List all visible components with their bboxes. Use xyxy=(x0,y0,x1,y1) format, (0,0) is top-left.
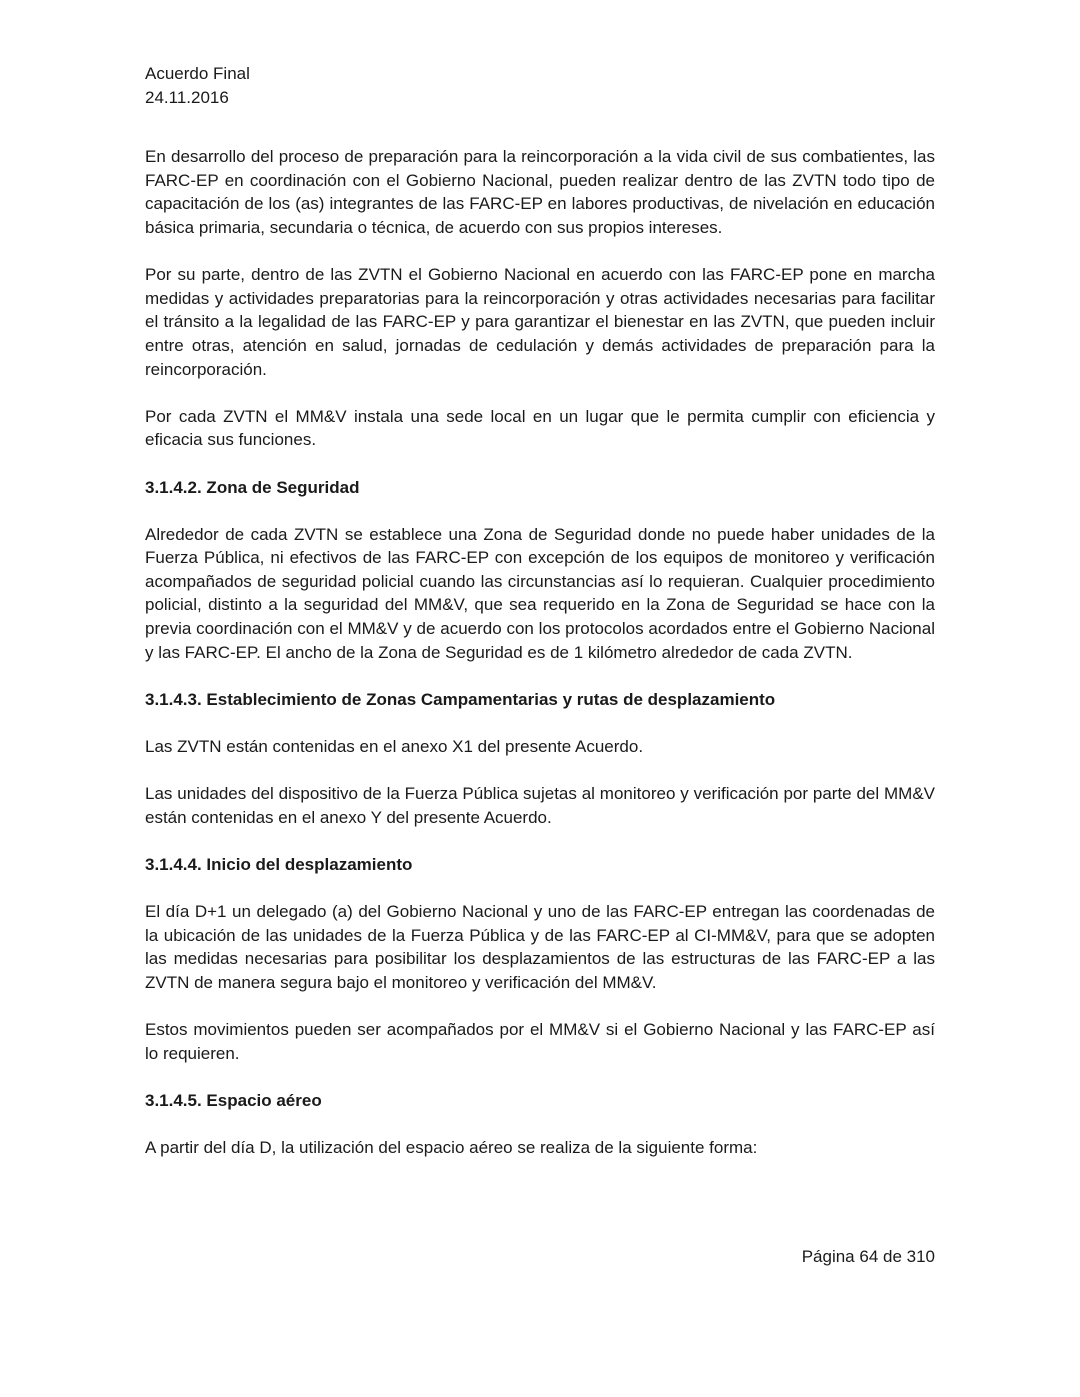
paragraph-annex-y: Las unidades del dispositivo de la Fuerza Pública sujetas al monitoreo y verificación por parte del MM&V están contenidas en el anexo Y del presente Acuerdo. xyxy=(145,784,935,827)
document-date: 24.11.2016 xyxy=(145,87,229,107)
paragraph-coordinates: El día D+1 un delegado (a) del Gobierno Nacional y uno de las FARC-EP entregan las coordenadas de la ubicación de las unidades de la Fuerza Pública y de las FARC-EP al CI-MM&V, para que se adopten las medidas necesarias para posibilitar los desplazamientos de las estructuras de las FARC-EP a las ZVTN de manera segura bajo el monitoreo y verificación del MM&V. xyxy=(145,902,935,992)
section-heading-camp-zones: 3.1.4.3. Establecimiento de Zonas Campamentarias y rutas de desplazamiento xyxy=(145,689,776,709)
paragraph-training: En desarrollo del proceso de preparación para la reincorporación a la vida civil de sus combatientes, las FARC-EP en coordinación con el Gobierno Nacional, pueden realizar dentro de las ZVTN todo tipo de capacitación de los (as) integrantes de las FARC-EP en labores productivas, de nivelación en educación básica primaria, secundaria o técnica, de acuerdo con sus propios intereses. xyxy=(145,147,935,237)
document-title: Acuerdo Final xyxy=(145,64,250,83)
paragraph-government-measures: Por su parte, dentro de las ZVTN el Gobierno Nacional en acuerdo con las FARC-EP pone en marcha medidas y actividades preparatorias para la reincorporación y otras actividades necesarias para facilitar el tránsito a la legalidad de las FARC-EP y para garantizar el bienestar en las ZVTN, que pueden incluir entre otras, atención en salud, jornadas de cedulación y demás actividades de preparación para la reincorporación. xyxy=(145,265,935,379)
paragraph-movements: Estos movimientos pueden ser acompañados por el MM&V si el Gobierno Nacional y las FARC-EP así lo requieren. xyxy=(145,1020,935,1063)
section-heading-airspace: 3.1.4.5. Espacio aéreo xyxy=(145,1090,322,1110)
section-heading-displacement-start: 3.1.4.4. Inicio del desplazamiento xyxy=(145,855,413,874)
page-number: Página 64 de 310 xyxy=(801,1247,935,1266)
paragraph-local-office: Por cada ZVTN el MM&V instala una sede local en un lugar que le permita cumplir con eficiencia y eficacia sus funciones. xyxy=(145,406,935,450)
paragraph-security-zone: Alrededor de cada ZVTN se establece una Zona de Seguridad donde no puede haber unidades de la Fuerza Pública, ni efectivos de las FARC-EP con excepción de los equipos de monitoreo y verificación acompañados de seguridad policial cuando las circunstancias así lo requieran. Cualquier procedimiento policial, distinto a la seguridad del MM&V, que sea requerido en la Zona de Seguridad se hace con la previa coordinación con el MM&V y de acuerdo con los protocolos acordados entre el Gobierno Nacional y las FARC-EP. El ancho de la Zona de Seguridad es de 1 kilómetro alrededor de cada ZVTN. xyxy=(145,524,935,662)
paragraph-airspace: A partir del día D, la utilización del espacio aéreo se realiza de la siguiente forma: xyxy=(145,1138,758,1158)
paragraph-annex-x1: Las ZVTN están contenidas en el anexo X1 del presente Acuerdo. xyxy=(145,737,644,757)
document-header xyxy=(145,62,935,109)
document-page xyxy=(145,62,935,1183)
section-heading-security-zone: 3.1.4.2. Zona de Seguridad xyxy=(145,477,360,497)
